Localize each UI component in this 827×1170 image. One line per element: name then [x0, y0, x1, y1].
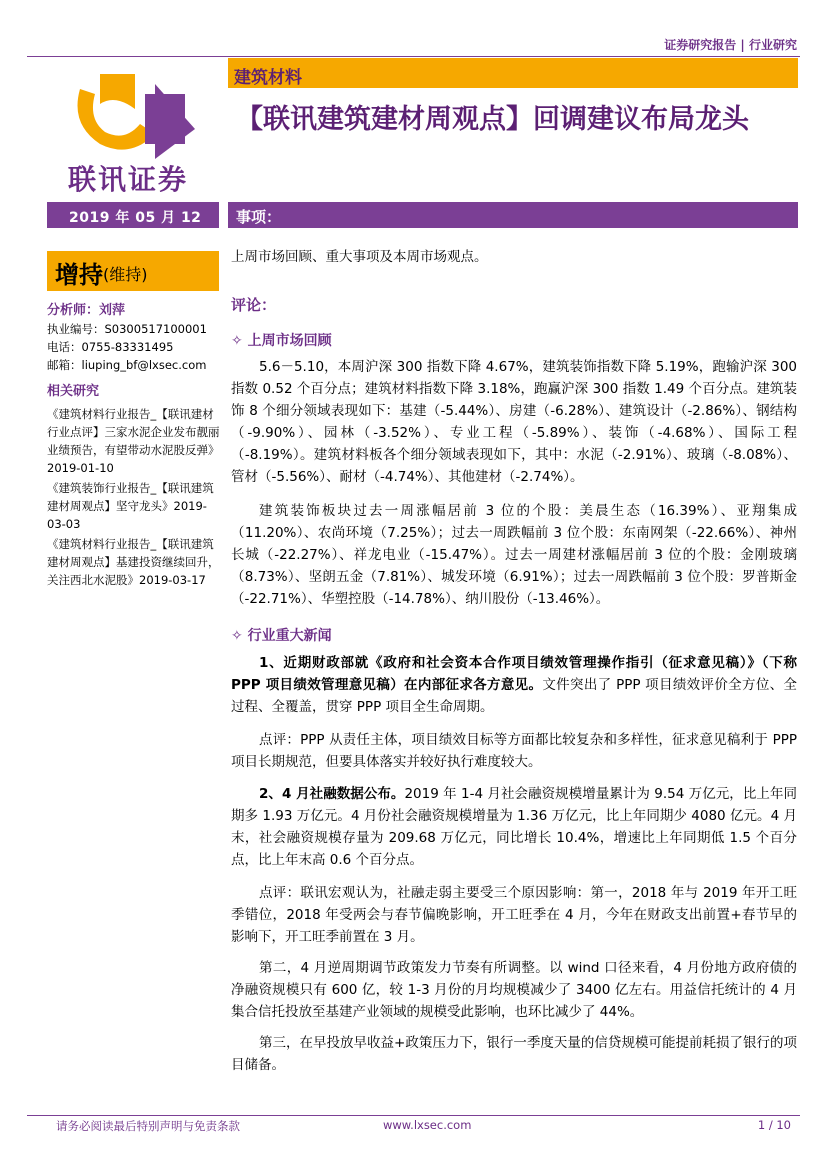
- paragraph-review-2: 建筑装饰板块过去一周涨幅居前 3 位的个股：美晨生态（16.39%）、亚翔集成（11.20%）、农尚环境（7.25%）；过去一周跌幅前 3 位个股：东南网架（-22.66%）、神州长城（-22.27%）、祥龙电业（-15.47%）。过去一周建材涨幅居前 3 位的个股：金刚玻璃（8.73%）、坚朗五金（7.81%）、城发环境（6.91%）；过去一周跌幅前 3 位个股：罗普斯金（-22.71%）、华塑控股（-14.78%）、纳川股份（-13.46%）。: [231, 503, 797, 607]
- analyst-phone: 电话：0755-83331495: [47, 340, 174, 354]
- footer-page-number: 1 / 10: [757, 1118, 791, 1132]
- related-item[interactable]: 《建筑装饰行业报告_【联讯建筑建材周观点】坚守龙头》2019-03-03: [47, 481, 214, 531]
- paragraph-comment-2: 点评：联讯宏观认为，社融走弱主要受三个原因影响：第一，2018 年与 2019 年开工旺季错位，2018 年受两会与春节偏晚影响，开工旺季在 4 月，今年在财政支出前置+春节早的影响下，开工旺季前置在 3 月。: [231, 885, 797, 945]
- paragraph-news-2: [231, 783, 797, 871]
- footer-disclaimer[interactable]: 请务必阅读最后特别声明与免责条款: [56, 1119, 240, 1133]
- footer-divider: [27, 1115, 800, 1116]
- analyst-heading: 分析师：刘萍: [47, 303, 126, 318]
- comment-label: 评论：: [231, 296, 277, 314]
- rating-sub: (维持): [103, 265, 148, 284]
- paragraph-news-1: [231, 652, 797, 718]
- diamond-icon: ✧: [231, 333, 248, 349]
- diamond-icon: ✧: [231, 628, 248, 644]
- header-divider: [27, 56, 800, 57]
- industry-banner: [228, 58, 798, 88]
- paragraph-comment-3: 第二，4 月逆周期调节政策发力节奏有所调整。以 wind 口径来看，4 月份地方政府债的净融资规模只有 600 亿，较 1-3 月份的月均规模减少了 3400 亿左右。用益信托统计的 4 月集合信托投放至基建产业领域的规模受此影响，也环比减少了 44%。: [231, 960, 797, 1020]
- analyst-license: 执业编号：S0300517100001: [47, 322, 207, 336]
- footer-website[interactable]: www.lxsec.com: [383, 1118, 472, 1132]
- report-type-label: 证券研究报告 | 行业研究: [664, 38, 797, 52]
- events-text: 上周市场回顾、重大事项及本周市场观点。: [231, 249, 488, 265]
- events-banner: [228, 202, 798, 228]
- related-research: [47, 383, 225, 589]
- news-heading: ✧ 行业重大新闻: [231, 628, 332, 644]
- paragraph-comment-1: 点评：PPP 从责任主体，项目绩效目标等方面都比较复杂和多样性，征求意见稿利于 PPP 项目长期规范，但要具体落实并较好执行难度较大。: [231, 732, 797, 770]
- news-2-body: 2019 年 1-4 月社会融资规模增量累计为 9.54 万亿元，比上年同期多 1.93 万亿元。4 月份社会融资规模增量为 1.36 万亿元，比上年同期少 4080 亿元。4 月末，社会融资规模存量为 209.68 万亿元，同比增长 10.4%，增速比上年同期低 1.5 个百分点，比上年末高 0.6 个百分点。: [231, 786, 797, 868]
- news-1-lead: 1、近期财政部就《政府和社会资本合作项目绩效管理操作指引（征求意见稿）》（下称 PPP 项目绩效管理意见稿）在内部征求各方意见。: [231, 655, 797, 693]
- related-heading: 相关研究: [47, 384, 100, 399]
- report-date: 2019 年 05 月 12 日: [69, 210, 202, 246]
- paragraph-review-1: 5.6－5.10，本周沪深 300 指数下降 4.67%，建筑装饰指数下降 5.19%，跑输沪深 300 指数 0.52 个百分点；建筑材料指数下降 3.18%，跑赢沪深 300 指数 1.49 个百分点。建筑装饰 8 个细分领域表现如下：基建（-5.44%）、房建（-6.28%）、建筑设计（-2.86%）、钢结构（-9.90%）、园林（-3.52%）、专业工程（-5.89%）、装饰（-4.68%）、国际工程（-8.19%）。建筑材料板各个细分领域表现如下，其中：水泥（-2.91%）、玻璃（-8.08%）、管材（-5.56%）、耐材（-4.74%）、其他建材（-2.74%）。: [231, 359, 797, 485]
- paragraph-comment-4: 第三，在早投放早收益+政策压力下，银行一季度天量的信贷规模可能提前耗损了银行的项目储备。: [231, 1035, 797, 1073]
- review-heading: ✧ 上周市场回顾: [231, 333, 332, 349]
- company-name: 联讯证券: [68, 163, 189, 196]
- analyst-email[interactable]: 邮箱：liuping_bf@lxsec.com: [47, 358, 207, 372]
- news-1-body: 文件突出了 PPP 项目绩效评价全方位、全过程、全覆盖，贯穿 PPP 项目全生命周期。: [231, 677, 797, 715]
- news-2-lead: 2、4 月社融数据公布。: [259, 786, 405, 802]
- industry-label: 建筑材料: [234, 68, 302, 88]
- related-item[interactable]: 《建筑材料行业报告_【联讯建材行业点评】三家水泥企业发布靓丽业绩预告，有望带动水泥股反弹》2019-01-10: [47, 407, 220, 475]
- analyst-block: [47, 302, 225, 374]
- report-title: 【联讯建筑建材周观点】回调建议布局龙头: [236, 104, 749, 135]
- rating-main: 增持: [55, 261, 103, 289]
- date-banner: [47, 202, 219, 246]
- events-label: 事项：: [236, 208, 282, 226]
- rating-box: [47, 251, 219, 291]
- related-item[interactable]: 《建筑材料行业报告_【联讯建筑建材周观点】基建投资继续回升，关注西北水泥股》2019-03-17: [47, 537, 220, 587]
